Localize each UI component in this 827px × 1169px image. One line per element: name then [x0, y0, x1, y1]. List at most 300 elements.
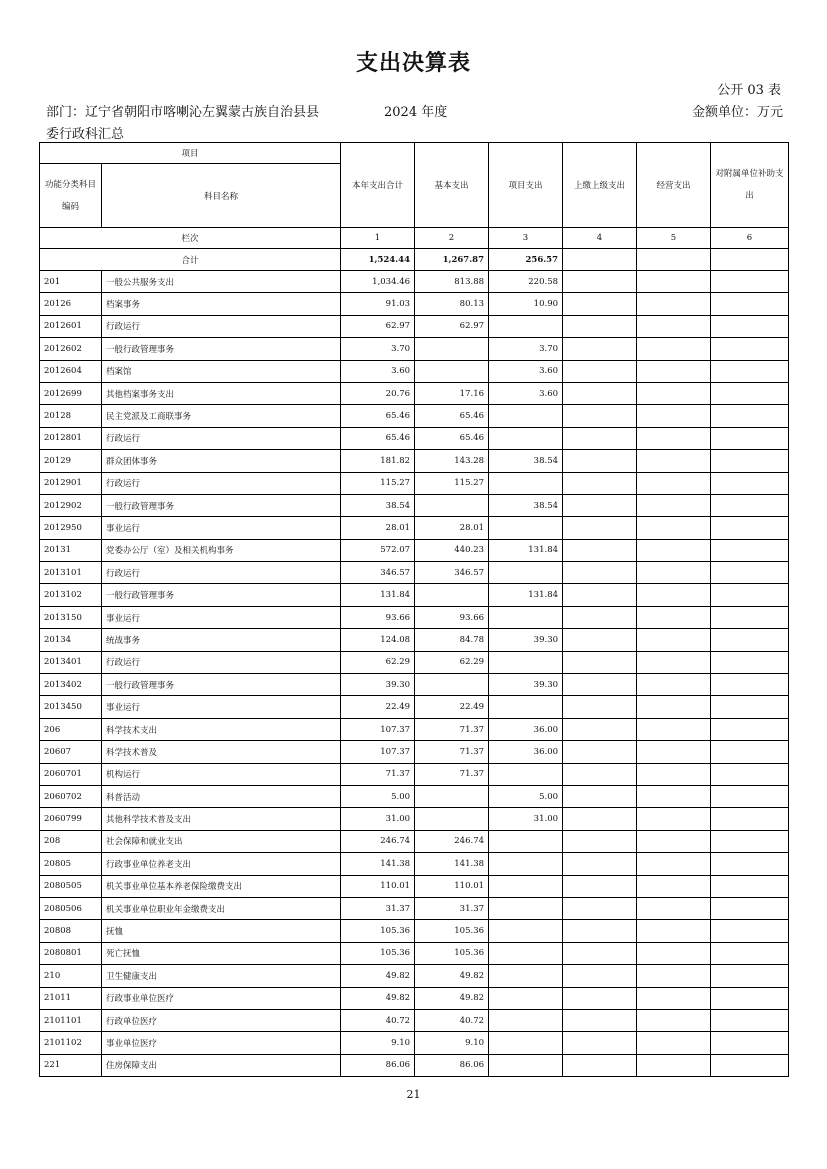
project-cell [489, 472, 563, 494]
business-cell [637, 360, 711, 382]
code-cell: 221 [40, 1054, 102, 1076]
name-cell: 机关事业单位职业年金缴费支出 [102, 897, 341, 919]
column-index-5: 5 [637, 228, 711, 249]
subsidy-cell [711, 562, 789, 584]
name-cell: 死亡抚恤 [102, 942, 341, 964]
code-cell: 201 [40, 271, 102, 293]
name-cell: 一般行政管理事务 [102, 584, 341, 606]
upper-cell [563, 674, 637, 696]
name-cell: 其他档案事务支出 [102, 382, 341, 404]
upper-cell [563, 450, 637, 472]
name-cell: 卫生健康支出 [102, 965, 341, 987]
name-cell: 档案事务 [102, 293, 341, 315]
table-row [40, 674, 789, 696]
business-cell [637, 450, 711, 472]
project-cell [489, 875, 563, 897]
subsidy-cell [711, 785, 789, 807]
table-row [40, 830, 789, 852]
total-cell: 3.70 [341, 338, 415, 360]
department-label-cont: 委行政科汇总 [46, 127, 125, 142]
code-cell: 2013102 [40, 584, 102, 606]
project-cell [489, 562, 563, 584]
header-project: 项目支出 [489, 143, 563, 228]
total-cell: 141.38 [341, 853, 415, 875]
subsidy-cell [711, 539, 789, 561]
name-cell: 一般行政管理事务 [102, 338, 341, 360]
business-cell [637, 1054, 711, 1076]
upper-cell [563, 808, 637, 830]
header-item: 项目 [40, 143, 341, 164]
business-cell [637, 1032, 711, 1054]
code-cell: 2080505 [40, 875, 102, 897]
name-cell: 其他科学技术普及支出 [102, 808, 341, 830]
name-cell: 行政事业单位养老支出 [102, 853, 341, 875]
upper-cell [563, 897, 637, 919]
name-cell: 机构运行 [102, 763, 341, 785]
business-cell [637, 1009, 711, 1031]
column-index-3: 3 [489, 228, 563, 249]
code-cell: 2013101 [40, 562, 102, 584]
upper-cell [563, 920, 637, 942]
total-cell: 65.46 [341, 427, 415, 449]
name-cell: 住房保障支出 [102, 1054, 341, 1076]
code-cell: 2013402 [40, 674, 102, 696]
basic-cell [415, 494, 489, 516]
business-cell [637, 741, 711, 763]
upper-cell [563, 741, 637, 763]
basic-cell: 105.36 [415, 920, 489, 942]
code-cell: 20126 [40, 293, 102, 315]
subsidy-cell [711, 651, 789, 673]
table-row [40, 584, 789, 606]
basic-cell: 93.66 [415, 606, 489, 628]
project-cell: 131.84 [489, 539, 563, 561]
basic-cell: 110.01 [415, 875, 489, 897]
code-cell: 2012901 [40, 472, 102, 494]
basic-cell: 71.37 [415, 763, 489, 785]
basic-cell: 105.36 [415, 942, 489, 964]
table-row [40, 271, 789, 293]
year-label: 2024 年度 [384, 105, 448, 120]
upper-cell [563, 875, 637, 897]
header-func-code: 功能分类科目编码 [40, 164, 102, 228]
project-cell: 39.30 [489, 674, 563, 696]
upper-cell [563, 1054, 637, 1076]
basic-cell: 80.13 [415, 293, 489, 315]
subsidy-cell [711, 875, 789, 897]
name-cell: 一般行政管理事务 [102, 674, 341, 696]
code-cell: 2012801 [40, 427, 102, 449]
total-cell: 105.36 [341, 920, 415, 942]
table-row [40, 315, 789, 337]
project-cell [489, 696, 563, 718]
upper-cell [563, 763, 637, 785]
subsidy-cell [711, 830, 789, 852]
table-row [40, 987, 789, 1009]
subsidy-cell [711, 920, 789, 942]
total-cell: 9.10 [341, 1032, 415, 1054]
table-row [40, 875, 789, 897]
basic-cell: 49.82 [415, 965, 489, 987]
basic-cell: 346.57 [415, 562, 489, 584]
name-cell: 一般行政管理事务 [102, 494, 341, 516]
code-cell: 2012902 [40, 494, 102, 516]
project-cell [489, 763, 563, 785]
column-index-2: 2 [415, 228, 489, 249]
total-cell: 115.27 [341, 472, 415, 494]
table-row [40, 1054, 789, 1076]
business-cell [637, 987, 711, 1009]
upper-cell [563, 651, 637, 673]
subsidy-cell [711, 897, 789, 919]
basic-cell: 17.16 [415, 382, 489, 404]
code-cell: 20131 [40, 539, 102, 561]
table-row [40, 494, 789, 516]
project-cell [489, 830, 563, 852]
table-row [40, 382, 789, 404]
project-cell [489, 517, 563, 539]
business-cell [637, 965, 711, 987]
subsidy-cell [711, 696, 789, 718]
summary-subsidy [711, 249, 789, 271]
project-cell: 36.00 [489, 718, 563, 740]
business-cell [637, 293, 711, 315]
subsidy-cell [711, 472, 789, 494]
upper-cell [563, 293, 637, 315]
code-cell: 20808 [40, 920, 102, 942]
subsidy-cell [711, 718, 789, 740]
header-total: 本年支出合计 [341, 143, 415, 228]
business-cell [637, 942, 711, 964]
project-cell: 5.00 [489, 785, 563, 807]
table-row [40, 338, 789, 360]
name-cell: 科学技术支出 [102, 718, 341, 740]
business-cell [637, 808, 711, 830]
basic-cell: 22.49 [415, 696, 489, 718]
column-index-row [40, 228, 789, 249]
business-cell [637, 472, 711, 494]
subsidy-cell [711, 584, 789, 606]
header-basic: 基本支出 [415, 143, 489, 228]
project-cell: 39.30 [489, 629, 563, 651]
subsidy-cell [711, 1032, 789, 1054]
table-row [40, 853, 789, 875]
name-cell: 事业单位医疗 [102, 1032, 341, 1054]
upper-cell [563, 629, 637, 651]
table-row [40, 651, 789, 673]
code-cell: 20129 [40, 450, 102, 472]
upper-cell [563, 1009, 637, 1031]
subsidy-cell [711, 315, 789, 337]
table-row [40, 405, 789, 427]
code-cell: 2060799 [40, 808, 102, 830]
expenditure-table [39, 142, 789, 1077]
upper-cell [563, 718, 637, 740]
page-number: 21 [406, 1088, 421, 1101]
business-cell [637, 674, 711, 696]
summary-business [637, 249, 711, 271]
upper-cell [563, 271, 637, 293]
total-cell: 572.07 [341, 539, 415, 561]
total-cell: 1,034.46 [341, 271, 415, 293]
subsidy-cell [711, 450, 789, 472]
name-cell: 行政单位医疗 [102, 1009, 341, 1031]
code-cell: 20805 [40, 853, 102, 875]
business-cell [637, 315, 711, 337]
subsidy-cell [711, 494, 789, 516]
business-cell [637, 405, 711, 427]
code-cell: 20607 [40, 741, 102, 763]
project-cell [489, 920, 563, 942]
total-cell: 38.54 [341, 494, 415, 516]
business-cell [637, 830, 711, 852]
project-cell [489, 1054, 563, 1076]
basic-cell: 141.38 [415, 853, 489, 875]
total-cell: 107.37 [341, 741, 415, 763]
project-cell: 38.54 [489, 494, 563, 516]
project-cell [489, 427, 563, 449]
basic-cell: 49.82 [415, 987, 489, 1009]
project-cell [489, 987, 563, 1009]
header-business: 经营支出 [637, 143, 711, 228]
column-index-4: 4 [563, 228, 637, 249]
summary-basic: 1,267.87 [415, 249, 489, 271]
basic-cell: 62.97 [415, 315, 489, 337]
subsidy-cell [711, 606, 789, 628]
total-cell: 86.06 [341, 1054, 415, 1076]
basic-cell [415, 338, 489, 360]
basic-cell: 65.46 [415, 405, 489, 427]
subsidy-cell [711, 360, 789, 382]
code-cell: 2101102 [40, 1032, 102, 1054]
name-cell: 事业运行 [102, 517, 341, 539]
upper-cell [563, 315, 637, 337]
basic-cell: 813.88 [415, 271, 489, 293]
total-cell: 124.08 [341, 629, 415, 651]
project-cell: 131.84 [489, 584, 563, 606]
upper-cell [563, 382, 637, 404]
code-cell: 2012601 [40, 315, 102, 337]
table-row [40, 562, 789, 584]
total-cell: 181.82 [341, 450, 415, 472]
basic-cell [415, 785, 489, 807]
code-cell: 2012602 [40, 338, 102, 360]
name-cell: 统战事务 [102, 629, 341, 651]
business-cell [637, 897, 711, 919]
code-cell: 2101101 [40, 1009, 102, 1031]
name-cell: 一般公共服务支出 [102, 271, 341, 293]
project-cell [489, 1009, 563, 1031]
subsidy-cell [711, 629, 789, 651]
project-cell [489, 606, 563, 628]
project-cell: 31.00 [489, 808, 563, 830]
basic-cell: 71.37 [415, 718, 489, 740]
subsidy-cell [711, 338, 789, 360]
name-cell: 民主党派及工商联事务 [102, 405, 341, 427]
basic-cell: 115.27 [415, 472, 489, 494]
upper-cell [563, 987, 637, 1009]
upper-cell [563, 562, 637, 584]
meta-row [46, 101, 783, 119]
project-cell: 38.54 [489, 450, 563, 472]
basic-cell: 40.72 [415, 1009, 489, 1031]
project-cell [489, 405, 563, 427]
total-cell: 62.97 [341, 315, 415, 337]
name-cell: 抚恤 [102, 920, 341, 942]
project-cell: 10.90 [489, 293, 563, 315]
name-cell: 行政运行 [102, 472, 341, 494]
table-row [40, 293, 789, 315]
name-cell: 行政运行 [102, 427, 341, 449]
basic-cell [415, 674, 489, 696]
upper-cell [563, 405, 637, 427]
code-cell: 20128 [40, 405, 102, 427]
summary-project: 256.57 [489, 249, 563, 271]
basic-cell: 143.28 [415, 450, 489, 472]
upper-cell [563, 606, 637, 628]
header-row-1 [40, 143, 789, 164]
name-cell: 科普活动 [102, 785, 341, 807]
project-cell [489, 315, 563, 337]
table-row [40, 808, 789, 830]
table-code: 公开 03 表 [717, 83, 781, 98]
business-cell [637, 651, 711, 673]
code-cell: 2012950 [40, 517, 102, 539]
code-cell: 2013150 [40, 606, 102, 628]
code-cell: 210 [40, 965, 102, 987]
total-cell: 91.03 [341, 293, 415, 315]
header-subject-name: 科目名称 [102, 164, 341, 228]
business-cell [637, 629, 711, 651]
business-cell [637, 920, 711, 942]
business-cell [637, 562, 711, 584]
summary-row [40, 249, 789, 271]
total-cell: 3.60 [341, 360, 415, 382]
table-row [40, 696, 789, 718]
business-cell [637, 539, 711, 561]
business-cell [637, 584, 711, 606]
upper-cell [563, 785, 637, 807]
total-cell: 49.82 [341, 965, 415, 987]
project-cell: 220.58 [489, 271, 563, 293]
basic-cell: 28.01 [415, 517, 489, 539]
subsidy-cell [711, 427, 789, 449]
basic-cell: 440.23 [415, 539, 489, 561]
total-cell: 49.82 [341, 987, 415, 1009]
table-row [40, 427, 789, 449]
business-cell [637, 696, 711, 718]
business-cell [637, 718, 711, 740]
code-cell: 2013450 [40, 696, 102, 718]
subsidy-cell [711, 853, 789, 875]
basic-cell: 86.06 [415, 1054, 489, 1076]
total-cell: 20.76 [341, 382, 415, 404]
table-row [40, 942, 789, 964]
name-cell: 档案馆 [102, 360, 341, 382]
basic-cell: 65.46 [415, 427, 489, 449]
column-index-label: 栏次 [40, 228, 341, 249]
table-row [40, 539, 789, 561]
table-row [40, 920, 789, 942]
upper-cell [563, 696, 637, 718]
table-row [40, 629, 789, 651]
total-cell: 346.57 [341, 562, 415, 584]
basic-cell: 84.78 [415, 629, 489, 651]
project-cell [489, 942, 563, 964]
code-cell: 2013401 [40, 651, 102, 673]
business-cell [637, 338, 711, 360]
name-cell: 机关事业单位基本养老保险缴费支出 [102, 875, 341, 897]
code-cell: 2012604 [40, 360, 102, 382]
project-cell: 3.60 [489, 382, 563, 404]
business-cell [637, 271, 711, 293]
total-cell: 105.36 [341, 942, 415, 964]
name-cell: 事业运行 [102, 696, 341, 718]
business-cell [637, 427, 711, 449]
subsidy-cell [711, 382, 789, 404]
business-cell [637, 517, 711, 539]
name-cell: 科学技术普及 [102, 741, 341, 763]
total-cell: 246.74 [341, 830, 415, 852]
subsidy-cell [711, 741, 789, 763]
total-cell: 62.29 [341, 651, 415, 673]
upper-cell [563, 853, 637, 875]
code-cell: 21011 [40, 987, 102, 1009]
business-cell [637, 785, 711, 807]
table-row [40, 763, 789, 785]
upper-cell [563, 427, 637, 449]
upper-cell [563, 494, 637, 516]
total-cell: 110.01 [341, 875, 415, 897]
basic-cell [415, 360, 489, 382]
name-cell: 行政运行 [102, 562, 341, 584]
subsidy-cell [711, 808, 789, 830]
code-cell: 206 [40, 718, 102, 740]
subsidy-cell [711, 674, 789, 696]
business-cell [637, 875, 711, 897]
subsidy-cell [711, 517, 789, 539]
business-cell [637, 606, 711, 628]
basic-cell [415, 808, 489, 830]
upper-cell [563, 338, 637, 360]
code-cell: 2060701 [40, 763, 102, 785]
table-row [40, 450, 789, 472]
total-cell: 39.30 [341, 674, 415, 696]
code-cell: 2080801 [40, 942, 102, 964]
code-cell: 20134 [40, 629, 102, 651]
subsidy-cell [711, 763, 789, 785]
upper-cell [563, 830, 637, 852]
total-cell: 28.01 [341, 517, 415, 539]
upper-cell [563, 472, 637, 494]
name-cell: 社会保障和就业支出 [102, 830, 341, 852]
upper-cell [563, 584, 637, 606]
project-cell [489, 651, 563, 673]
subsidy-cell [711, 405, 789, 427]
project-cell: 3.60 [489, 360, 563, 382]
summary-total: 1,524.44 [341, 249, 415, 271]
business-cell [637, 382, 711, 404]
table-row [40, 1032, 789, 1054]
name-cell: 党委办公厅（室）及相关机构事务 [102, 539, 341, 561]
project-cell [489, 965, 563, 987]
subsidy-cell [711, 1009, 789, 1031]
total-cell: 65.46 [341, 405, 415, 427]
code-cell: 208 [40, 830, 102, 852]
name-cell: 事业运行 [102, 606, 341, 628]
basic-cell: 9.10 [415, 1032, 489, 1054]
upper-cell [563, 942, 637, 964]
